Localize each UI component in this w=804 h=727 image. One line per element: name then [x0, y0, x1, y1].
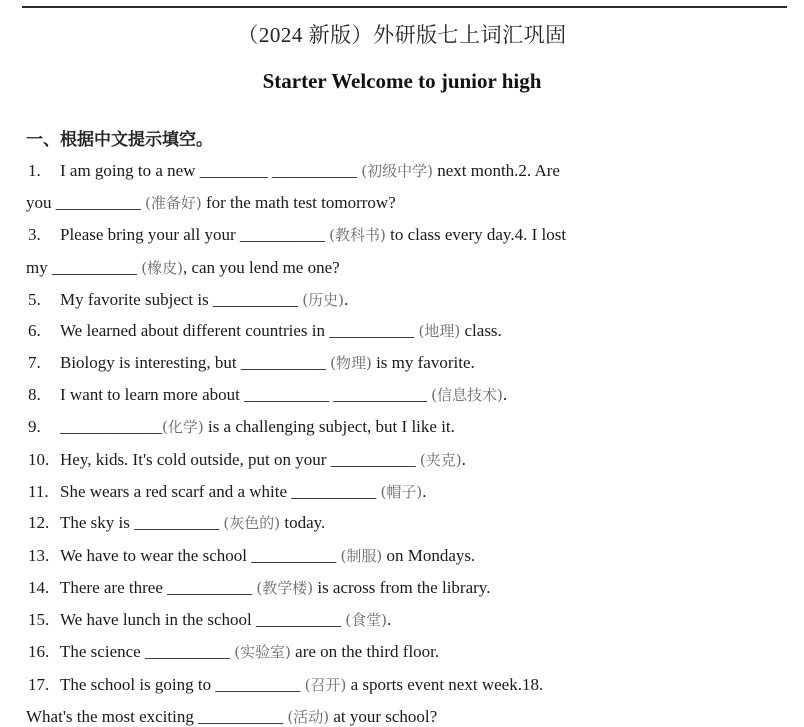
chinese-hint: (召开) — [304, 676, 347, 694]
sentence-text: my __________ — [26, 258, 142, 277]
section-heading: 一、根据中文提示填空。 — [26, 130, 213, 150]
sentence-text: . — [343, 290, 349, 309]
chinese-hint: (化学) — [162, 418, 204, 436]
sentence-text: I want to learn more about __________ ___________ — [60, 385, 432, 404]
sentence-text: , can you lend me one? — [182, 258, 340, 277]
sentence-text: is a challenging subject, but I like it. — [203, 417, 455, 436]
sentence-text: The science __________ — [60, 642, 235, 661]
item-number: 11. — [28, 482, 49, 501]
sentence-text: a sports event next week.18. — [346, 675, 544, 694]
item-number: 3. — [28, 225, 41, 244]
exercise-line-2 — [26, 192, 396, 213]
sentence-text: We learned about different countries in __________ — [60, 321, 419, 340]
exercise-line-17 — [28, 674, 543, 695]
sentence-text: . — [386, 610, 392, 629]
sentence-text: I am going to a new ________ __________ — [60, 161, 362, 180]
item-number: 10. — [28, 450, 50, 469]
sentence-text: class. — [460, 321, 502, 340]
item-number: 17. — [28, 675, 50, 694]
chinese-hint: (活动) — [287, 708, 330, 726]
exercise-line-3 — [28, 224, 566, 245]
sentence-text: Please bring your all your __________ — [60, 225, 330, 244]
chinese-hint: (信息技术) — [431, 386, 503, 404]
exercise-line-11 — [28, 481, 427, 502]
chinese-hint: (实验室) — [234, 643, 291, 661]
chinese-hint: (物理) — [330, 354, 372, 372]
sentence-text: next month.2. Are — [432, 161, 560, 180]
sentence-text: Biology is interesting, but __________ — [60, 353, 331, 372]
sentence-text: is my favorite. — [371, 353, 475, 372]
sentence-text: today. — [280, 513, 326, 532]
sentence-text: My favorite subject is __________ — [60, 290, 303, 309]
sentence-text: at your school? — [329, 707, 438, 726]
sentence-text: ____________ — [60, 417, 162, 436]
chinese-hint: (准备好) — [145, 194, 202, 212]
item-number: 13. — [28, 546, 50, 565]
chinese-hint: (地理) — [418, 322, 461, 340]
exercise-line-6 — [28, 320, 502, 341]
sentence-text: . — [461, 450, 466, 469]
sentence-text: We have to wear the school __________ — [60, 546, 341, 565]
sentence-text: . — [422, 482, 427, 501]
sentence-text: There are three __________ — [60, 578, 257, 597]
sentence-text: on Mondays. — [382, 546, 476, 565]
exercise-line-14 — [28, 577, 490, 598]
chinese-hint: (初级中学) — [361, 162, 433, 180]
item-number: 6. — [28, 321, 41, 340]
chinese-hint: (橡皮) — [141, 259, 183, 277]
item-number: 9. — [28, 417, 41, 436]
sentence-text: for the math test tomorrow? — [201, 193, 396, 212]
item-number: 7. — [28, 353, 41, 372]
item-number: 8. — [28, 385, 41, 404]
sentence-text: The school is going to __________ — [60, 675, 305, 694]
exercise-line-9 — [28, 416, 455, 437]
item-number: 12. — [28, 513, 50, 532]
sentence-text: Hey, kids. It's cold outside, put on your __________ — [60, 450, 420, 469]
chinese-hint: (历史) — [302, 291, 344, 309]
exercise-line-12 — [28, 512, 325, 533]
sentence-text: What's the most exciting __________ — [26, 707, 288, 726]
sentence-text: you __________ — [26, 193, 145, 212]
item-number: 1. — [28, 161, 41, 180]
item-number: 15. — [28, 610, 50, 629]
sentence-text: are on the third floor. — [290, 642, 440, 661]
exercise-line-16 — [28, 641, 439, 662]
sentence-text: The sky is __________ — [60, 513, 224, 532]
sentence-text: is across from the library. — [313, 578, 491, 597]
chinese-hint: (灰色的) — [223, 514, 281, 532]
top-rule — [22, 6, 787, 8]
chinese-hint: (食堂) — [345, 611, 387, 629]
exercise-line-10 — [28, 449, 466, 470]
exercise-line-8 — [28, 384, 507, 405]
exercise-line-15 — [28, 609, 391, 630]
chinese-hint: (制服) — [340, 547, 383, 565]
document-subtitle: Starter Welcome to junior high — [262, 69, 542, 93]
exercise-line-13 — [28, 545, 475, 566]
sentence-text: She wears a red scarf and a white __________ — [60, 482, 381, 501]
exercise-line-5 — [28, 289, 348, 310]
exercise-line-4 — [26, 257, 340, 278]
sentence-text: to class every day.4. I lost — [385, 225, 567, 244]
chinese-hint: (教学楼) — [256, 579, 314, 597]
item-number: 16. — [28, 642, 50, 661]
item-number: 5. — [28, 290, 41, 309]
chinese-hint: (教科书) — [329, 226, 386, 244]
exercise-line-1 — [28, 160, 560, 181]
chinese-hint: (夹克) — [419, 451, 462, 469]
exercise-line-7 — [28, 352, 475, 373]
sentence-text: We have lunch in the school __________ — [60, 610, 346, 629]
sentence-text: . — [502, 385, 508, 404]
item-number: 14. — [28, 578, 50, 597]
chinese-hint: (帽子) — [380, 483, 423, 501]
document-title: （2024 新版）外研版七上词汇巩固 — [237, 23, 567, 47]
